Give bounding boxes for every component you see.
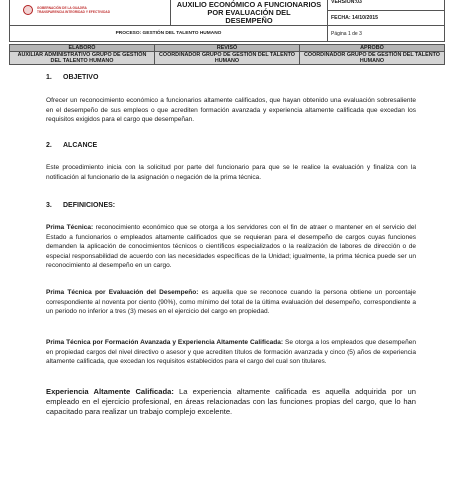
document-title: AUXILIO ECONÓMICO A FUNCIONARIOS POR EVALUACIÓN DEL DESEMPEÑO xyxy=(171,0,328,26)
alcance-text: Este procedimiento inicia con la solicitud por parte del funcionario para que se le realice la evaluación y finaliza con la notificación al funcionario de la asignación o negación de la prima técnica. xyxy=(46,164,416,181)
definition-term: Prima Técnica por Formación Avanzada y Experiencia Altamente Calificada: xyxy=(46,339,284,346)
definition-term: Prima Técnica: xyxy=(46,224,94,231)
definition-experiencia xyxy=(46,387,416,417)
process-label: PROCESO: GESTIÓN DEL TALENTO HUMANO xyxy=(10,26,328,42)
definition-prima-formacion xyxy=(46,338,416,367)
definition-term: Experiencia Altamente Calificada: xyxy=(46,387,174,396)
definition-prima-evaluacion xyxy=(46,288,416,317)
date-label: FECHA: 14/10/2015 xyxy=(328,10,445,26)
definition-prima-tecnica xyxy=(46,223,416,271)
logo-cell xyxy=(10,0,171,26)
definition-text: Se otorga a los empleados que desempeñen en propiedad cargos del nivel directivo o asesor y que acrediten títulos de formación avanzada y cinco (5) años de experiencia altamente calificada, que excedan los requisitos establecidos para el cargo del cual son titulares. xyxy=(46,339,416,365)
role-elaboro: ELABORÓ xyxy=(10,45,155,52)
person-aprobo: COORDINADOR GRUPO DE GESTIÓN DEL TALENTO HUMANO xyxy=(300,52,445,65)
person-reviso: COORDINADOR GRUPO DE GESTIÓN DEL TALENTO HUMANO xyxy=(155,52,300,65)
objetivo-text: Ofrecer un reconocimiento económico a funcionarios altamente calificados, que hayan obtenido una evaluación sobresaliente en el desempeño de sus empleos o que acrediten formación avanzada y experiencia altamente calificada que excedan los requisitos exigidos para el cargo que desempeñan. xyxy=(46,97,416,123)
page-number: Página 1 de 3 xyxy=(328,26,445,42)
definition-text: es aquella que se reconoce cuando la persona obtiene un porcentaje correspondiente al noventa por ciento (90%), como mínimo del total de la última evaluación del desempeño, correspondiente a un periodo no inferior a tres (3) meses en el ejercicio del cargo en propiedad. xyxy=(46,289,416,315)
seal-icon xyxy=(23,5,33,15)
version-label: VERSIÓN:03 xyxy=(328,0,445,10)
role-reviso: REVISÓ xyxy=(155,45,300,52)
section-heading-objetivo: 1. OBJETIVO xyxy=(46,74,99,81)
definition-term: Prima Técnica por Evaluación del Desempeño: xyxy=(46,289,199,296)
definition-text: La experiencia altamente calificada es aquella adquirida por un empleado en el ejercicio profesional, en áreas relacionadas con las funciones propias del cargo, que lo han capacitado para realizar un trabajo complejo excelente. xyxy=(46,387,416,416)
person-elaboro: AUXILIAR ADMINISTRATIVO GRUPO DE GESTIÓN DEL TALENTO HUMANO xyxy=(10,52,155,65)
org-motto-line: TRANSPARENCIA INTEGRIDAD Y EFECTIVIDAD xyxy=(37,10,111,14)
section-heading-definiciones: 3. DEFINICIONES: xyxy=(46,202,116,209)
document-header xyxy=(9,0,445,42)
organization-logo xyxy=(13,5,167,15)
section-heading-alcance: 2. ALCANCE xyxy=(46,142,98,149)
signature-table xyxy=(9,44,445,65)
org-name-line: GOBERNACIÓN DE LA GUAJIRA xyxy=(37,6,87,10)
role-aprobo: APROBÓ xyxy=(300,45,445,52)
definition-text: reconocimiento económico que se otorga a los servidores con el fin de atraer o mantener en el servicio del Estado a funcionarios o empleados altamente calificados que se requieran para el desempeño de cargos cuyas funciones demanden la aplicación de conocimientos técnicos o científicos especializados o la realización de labores de dirección o de especial responsabilidad de acuerdo con las necesidades específicas de la Unidad; igualmente, la prima técnica puede ser un reconocimiento al desempeño en un cargo. xyxy=(46,224,416,269)
